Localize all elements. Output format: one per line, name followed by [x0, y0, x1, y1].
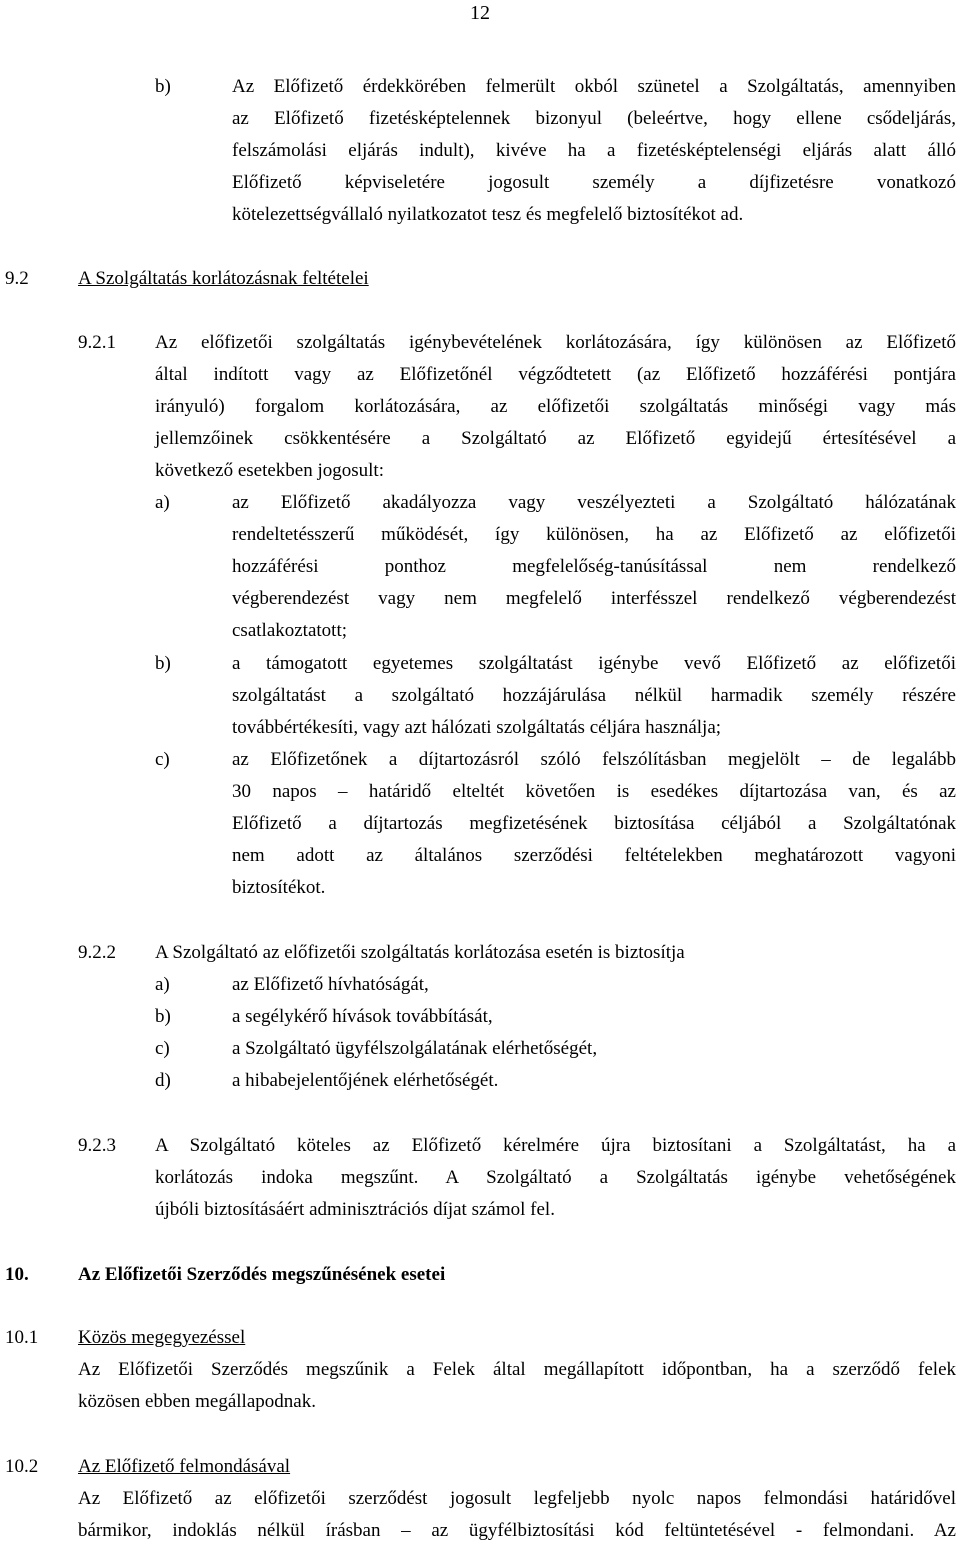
sub-9-2-1-item-a-line-3: hozzáférési ponthoz megfelelőség-tanúsítással nem rendelkező	[232, 556, 956, 577]
sub-9-2-1-number: 9.2.1	[78, 332, 116, 353]
sub-9-2-2-item-a-label: a)	[155, 974, 170, 995]
sub-9-2-2-item-b-text: a segélykérő hívások továbbítását,	[232, 1006, 493, 1027]
item-b-line-2: az Előfizető fizetésképtelennek bizonyul (beleértve, hogy ellene csődeljárás,	[232, 108, 956, 129]
sub-9-2-3-line-1: A Szolgáltató köteles az Előfizető kérelmére újra biztosítani a Szolgáltatást, ha a	[155, 1135, 956, 1156]
sub-10-1-title: Közös megegyezéssel	[78, 1327, 246, 1348]
item-b-line-3: felszámolási eljárás indult), kivéve ha a fizetésképtelenségi eljárás alatt álló	[232, 140, 956, 161]
sub-9-2-1-item-a-line-5: csatlakoztatott;	[232, 620, 348, 641]
sub-9-2-1-item-a-label: a)	[155, 492, 170, 513]
section-10-title: Az Előfizetői Szerződés megszűnésének esetei	[78, 1264, 446, 1285]
sub-9-2-1-item-a-line-4: végberendezést vagy nem megfelelő interfésszel rendelkező végberendezést	[232, 588, 956, 609]
sub-10-2-number: 10.2	[5, 1456, 39, 1477]
sub-9-2-1-item-c-label: c)	[155, 749, 170, 770]
sub-9-2-2-intro: A Szolgáltató az előfizetői szolgáltatás korlátozása esetén is biztosítja	[155, 942, 685, 963]
sub-10-1-line-2: közösen ebben megállapodnak.	[78, 1391, 316, 1412]
sub-9-2-1-item-a-line-2: rendeltetésszerű működését, így különösen, ha az Előfizető az előfizetői	[232, 524, 956, 545]
section-9-2-title: A Szolgáltatás korlátozásnak feltételei	[78, 268, 369, 289]
sub-9-2-2-item-d-text: a hibabejelentőjének elérhetőségét.	[232, 1070, 499, 1091]
section-10-number: 10.	[5, 1264, 29, 1285]
sub-10-2-line-2: bármikor, indoklás nélkül írásban – az ügyfélbiztosítási kód feltüntetésével - felmondani. Az	[78, 1520, 956, 1541]
item-b-label: b)	[155, 76, 171, 97]
sub-9-2-1-item-b-line-3: továbbértékesíti, vagy azt hálózati szolgáltatás céljára használja;	[232, 717, 722, 738]
sub-10-1-line-1: Az Előfizetői Szerződés megszűnik a Felek által megállapított időpontban, ha a szerződő felek	[78, 1359, 956, 1380]
page-number: 12	[470, 2, 490, 24]
sub-9-2-2-item-b-label: b)	[155, 1006, 171, 1027]
sub-9-2-1-item-b-line-1: a támogatott egyetemes szolgáltatást igénybe vevő Előfizető az előfizetői	[232, 653, 956, 674]
sub-9-2-2-number: 9.2.2	[78, 942, 116, 963]
sub-9-2-1-item-c-line-4: nem adott az általános szerződési feltételekben meghatározott vagyoni	[232, 845, 956, 866]
sub-10-2-title: Az Előfizető felmondásával	[78, 1456, 291, 1477]
sub-9-2-1-line-5: következő esetekben jogosult:	[155, 460, 384, 481]
sub-9-2-1-line-3: irányuló) forgalom korlátozására, az előfizetői szolgáltatás minőségi vagy más	[155, 396, 956, 417]
sub-9-2-1-item-b-line-2: szolgáltatást a szolgáltató hozzájárulása nélkül harmadik személy részére	[232, 685, 956, 706]
sub-9-2-1-item-c-line-3: Előfizető a díjtartozás megfizetésének biztosítása céljából a Szolgáltatónak	[232, 813, 956, 834]
sub-9-2-2-item-a-text: az Előfizető hívhatóságát,	[232, 974, 429, 995]
sub-9-2-1-item-c-line-1: az Előfizetőnek a díjtartozásról szóló felszólításban megjelölt – de legalább	[232, 749, 956, 770]
sub-9-2-2-item-d-label: d)	[155, 1070, 171, 1091]
section-9-2-number: 9.2	[5, 268, 29, 289]
sub-10-2-line-1: Az Előfizető az előfizetői szerződést jogosult legfeljebb nyolc napos felmondási határidővel	[78, 1488, 956, 1509]
item-b-line-4: Előfizető képviseletére jogosult személy a díjfizetésre vonatkozó	[232, 172, 956, 193]
sub-9-2-1-line-4: jellemzőinek csökkentésére a Szolgáltató az Előfizető egyidejű értesítésével a	[155, 428, 956, 449]
sub-9-2-2-item-c-text: a Szolgáltató ügyfélszolgálatának elérhetőségét,	[232, 1038, 598, 1059]
sub-9-2-2-item-c-label: c)	[155, 1038, 170, 1059]
sub-10-1-number: 10.1	[5, 1327, 39, 1348]
sub-9-2-1-line-2: által indított vagy az Előfizetőnél végződtetett (az Előfizető hozzáférési pontjára	[155, 364, 956, 385]
sub-9-2-3-line-2: korlátozás indoka megszűnt. A Szolgáltató a Szolgáltatás igénybe vehetőségének	[155, 1167, 956, 1188]
sub-9-2-1-line-1: Az előfizetői szolgáltatás igénybevételének korlátozására, így különösen az Előfizető	[155, 332, 956, 353]
sub-9-2-1-item-a-line-1: az Előfizető akadályozza vagy veszélyezteti a Szolgáltató hálózatának	[232, 492, 956, 513]
item-b-line-5: kötelezettségvállaló nyilatkozatot tesz és megfelelő biztosítékot ad.	[232, 204, 744, 225]
sub-9-2-3-line-3: újbóli biztosításáért adminisztrációs díjat számol fel.	[155, 1199, 555, 1220]
sub-9-2-3-number: 9.2.3	[78, 1135, 116, 1156]
sub-9-2-1-item-c-line-2: 30 napos – határidő elteltét követően is esedékes díjtartozása van, és az	[232, 781, 956, 802]
sub-9-2-1-item-c-line-5: biztosítékot.	[232, 877, 326, 898]
sub-9-2-1-item-b-label: b)	[155, 653, 171, 674]
item-b-line-1: Az Előfizető érdekkörében felmerült okból szünetel a Szolgáltatás, amennyiben	[232, 76, 956, 97]
